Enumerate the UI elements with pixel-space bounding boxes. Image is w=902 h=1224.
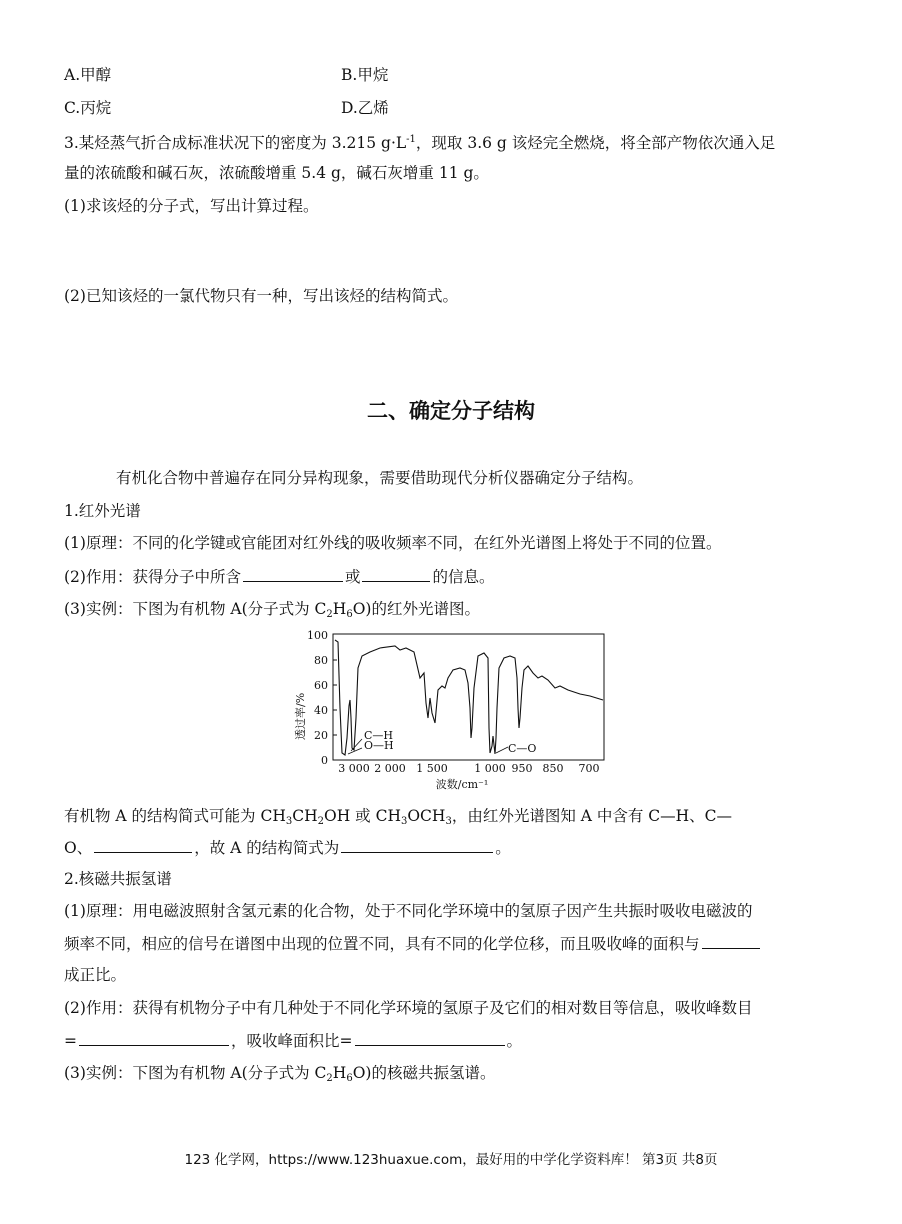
- ir-text2: O、 ，故 A 的结构简式为 。: [64, 836, 511, 859]
- nmr-principle-2: 频率不同，相应的信号在谱图中出现的位置不同，具有不同的化学位移，而且吸收峰的面积与: [64, 932, 762, 955]
- nmr-principle-1: (1)原理：用电磁波照射含氢元素的化合物，处于不同化学环境中的氢原子因产生共振时吸收电磁波的: [64, 902, 753, 920]
- x-tick-label: 850: [542, 762, 564, 775]
- x-axis: [338, 762, 599, 775]
- x-tick-label: 3 000: [338, 762, 370, 775]
- q3-line1: 3.某烃蒸气折合成标准状况下的密度为 3.215 $g\cdot L^{-1}$，现取 3.6 g 该烃完全燃烧，将全部产物依次通入足: [64, 134, 776, 153]
- answer-blank[interactable]: [243, 565, 343, 582]
- y-axis-label: 透过率/%: [294, 692, 307, 740]
- x-axis-label: 波数/cm⁻¹: [435, 778, 489, 791]
- y-tick-label: 20: [314, 729, 328, 742]
- ir-spectrum-chart: [290, 628, 620, 796]
- section-intro: 有机化合物中普遍存在同分异构现象，需要借助现代分析仪器确定分子结构。: [116, 469, 644, 487]
- section-title: 二、确定分子结构: [367, 399, 535, 423]
- x-tick-label: 700: [578, 762, 600, 775]
- answer-blank[interactable]: [702, 932, 760, 949]
- nmr-use-1: (2)作用：获得有机物分子中有几种处于不同化学环境的氢原子及它们的相对数目等信息，吸收峰数目: [64, 999, 753, 1017]
- ir-heading: 1.红外光谱: [64, 502, 141, 520]
- ir-example: (3)实例：下图为有机物 A(分子式为 $C_2H_6O$)的红外光谱图。: [64, 600, 480, 620]
- page-footer: 123 化学网，https://www.123huaxue.com，最好用的中学化学资料库！ 第3页 共8页: [184, 1152, 718, 1168]
- nmr-example: (3)实例：下图为有机物 A(分子式为 $C_2H_6O$)的核磁共振氢谱。: [64, 1064, 496, 1084]
- ir-text1: 有机物 A 的结构简式可能为 $CH_3CH_2OH$ 或 $CH_3OCH_3$，由红外光谱图知 A 中含有 C—H、C—: [64, 807, 733, 827]
- x-tick-label: 1 500: [416, 762, 448, 775]
- answer-blank[interactable]: [355, 1029, 505, 1046]
- y-tick-label: 0: [321, 754, 328, 767]
- answer-blank[interactable]: [94, 836, 192, 853]
- ir-principle: (1)原理：不同的化学键或官能团对红外线的吸收频率不同，在红外光谱图上将处于不同的位置。: [64, 534, 722, 552]
- y-tick-label: 100: [307, 629, 328, 642]
- y-tick-label: 80: [314, 654, 328, 667]
- annotation-co: C—O: [508, 742, 537, 755]
- option-d: D.乙烯: [341, 99, 389, 117]
- annotation-oh: O—H: [364, 739, 394, 752]
- option-a: A.甲醇: [64, 66, 112, 84]
- answer-blank[interactable]: [341, 836, 493, 853]
- nmr-heading: 2.核磁共振氢谱: [64, 870, 172, 888]
- nmr-principle-3: 成正比。: [64, 966, 127, 984]
- q3-line2: 量的浓硫酸和碱石灰，浓硫酸增重 5.4 g，碱石灰增重 11 g。: [64, 164, 489, 182]
- x-tick-label: 2 000: [374, 762, 406, 775]
- answer-blank[interactable]: [79, 1029, 229, 1046]
- nmr-use-2: = ，吸收峰面积比= 。: [64, 1029, 522, 1052]
- q3-sub2: (2)已知该烃的一氯代物只有一种，写出该烃的结构简式。: [64, 287, 458, 305]
- y-tick-label: 40: [314, 704, 328, 717]
- annotation-ch: C—H: [364, 729, 394, 742]
- q3-sub1: (1)求该烃的分子式，写出计算过程。: [64, 197, 319, 215]
- option-b: B.甲烷: [341, 66, 389, 84]
- answer-blank[interactable]: [362, 565, 430, 582]
- x-tick-label: 950: [511, 762, 533, 775]
- ir-use: (2)作用：获得分子中所含 或 的信息。: [64, 565, 495, 588]
- y-tick-label: 60: [314, 679, 328, 692]
- x-tick-label: 1 000: [474, 762, 506, 775]
- option-c: C.丙烷: [64, 99, 112, 117]
